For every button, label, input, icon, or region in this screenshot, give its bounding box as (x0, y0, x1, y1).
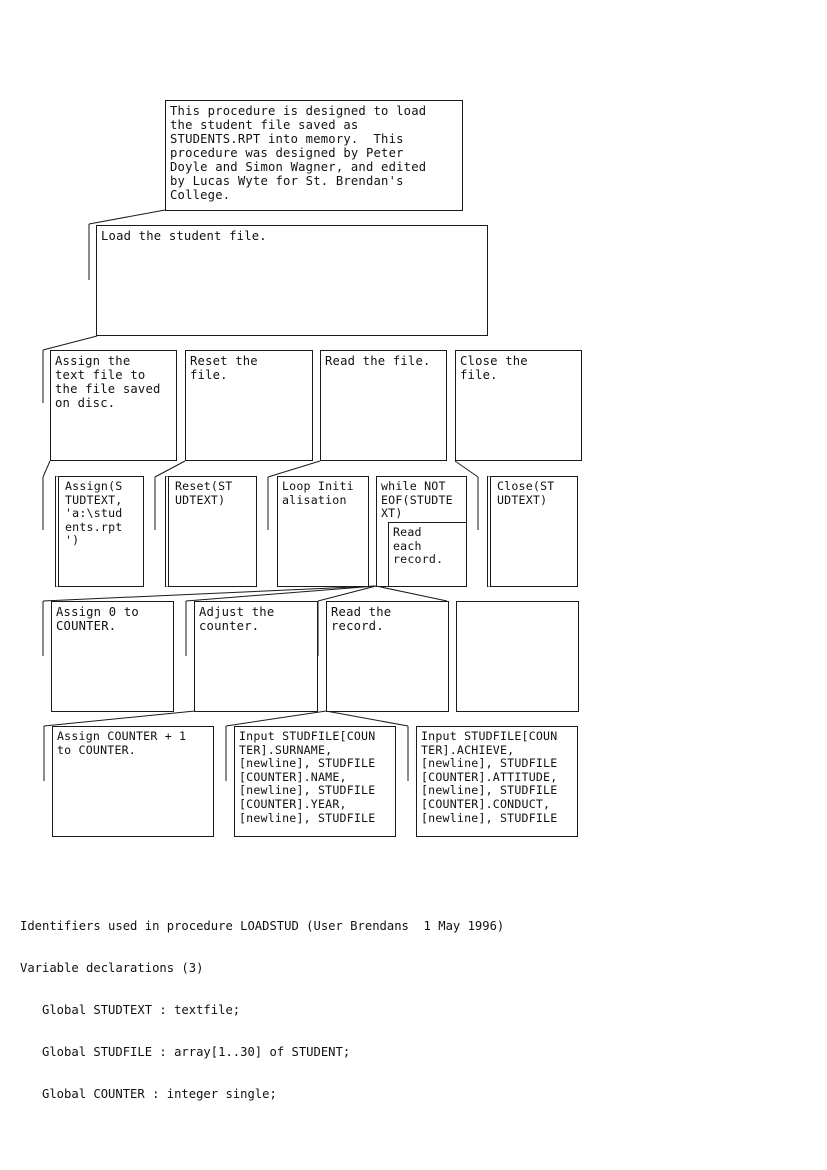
level4-node-increment-counter: Assign COUNTER + 1 to COUNTER. (52, 726, 214, 837)
level4-node-input-surname: Input STUDFILE[COUN TER].SURNAME, [newline], STUDFILE [COUNTER].NAME, [newline], STUDFILE [COUNTER].YEAR, [newline], STUDFILE (234, 726, 396, 837)
identifier-line: Global STUDFILE : array[1..30] of STUDENT; (20, 1045, 351, 1059)
level3-node-empty (456, 601, 579, 712)
level3-node-adjust-counter: Adjust the counter. (194, 601, 318, 712)
level2-node-close-call: Close(ST UDTEXT) (487, 476, 578, 587)
identifiers-subheading: Variable declarations (3) (20, 961, 204, 975)
level1-node-reset-file: Reset the file. (185, 350, 313, 461)
level1-node-close-file: Close the file. (455, 350, 582, 461)
level3-node-assign-zero: Assign 0 to COUNTER. (51, 601, 174, 712)
identifier-line: Global STUDTEXT : textfile; (20, 1003, 241, 1017)
identifier-list (20, 891, 504, 1115)
identifiers-heading: Identifiers used in procedure LOADSTUD (User Brendans 1 May 1996) (20, 919, 505, 933)
level1-node-assign-text-file: Assign the text file to the file saved on disc. (50, 350, 177, 461)
level4-node-input-achieve: Input STUDFILE[COUN TER].ACHIEVE, [newline], STUDFILE [COUNTER].ATTITUDE, [newline], STUDFILE [COUNTER].CONDUCT, [newline], STUDFILE (416, 726, 578, 837)
level2-node-reset-call: Reset(ST UDTEXT) (165, 476, 257, 587)
level2-node-loop-initialisation: Loop Initi alisation (277, 476, 369, 587)
level2-node-while-loop: while NOT EOF(STUDTE XT) (376, 476, 467, 587)
level3-node-read-record: Read the record. (326, 601, 449, 712)
identifier-line: Global COUNTER : integer single; (20, 1087, 277, 1101)
level1-node-read-file: Read the file. (320, 350, 447, 461)
header-comment: This procedure is designed to load the student file saved as STUDENTS.RPT into memory. This procedure was designed by Peter Doyle and Simon Wagner, and edited by Lucas Wyte for St. Brendan's College. (165, 100, 463, 211)
root-node: Load the student file. (96, 225, 488, 336)
loop-body-read-each-record: Read each record. (388, 522, 467, 587)
level2-node-assign-call: Assign(S TUDTEXT, 'a:\stud ents.rpt ') (55, 476, 144, 587)
